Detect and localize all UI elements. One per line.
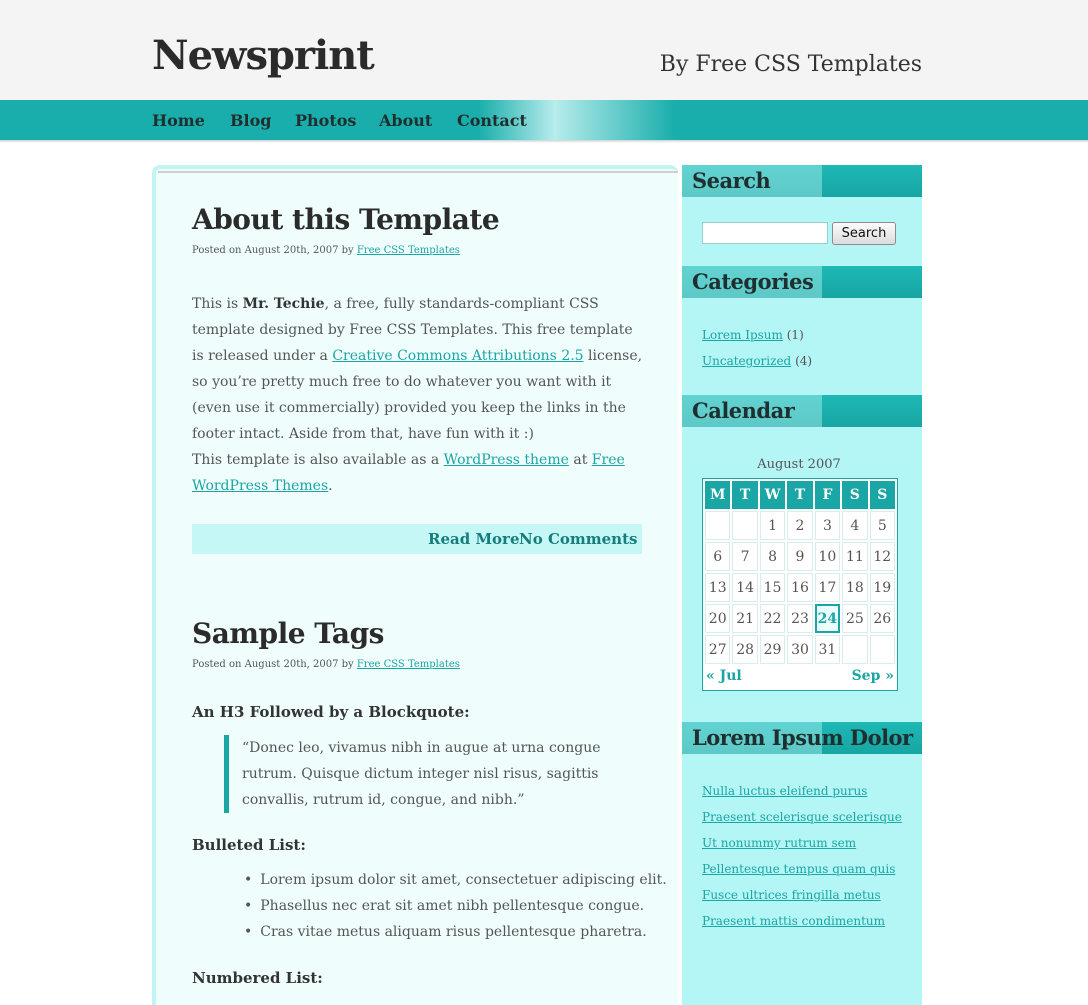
post-author-link[interactable]: Free CSS Templates (356, 659, 460, 670)
post-title[interactable]: About this Template (192, 203, 500, 236)
calendar-day: 2 (787, 511, 812, 540)
calendar-day: 30 (787, 635, 812, 664)
sidebar-link[interactable]: Praesent scelerisque scelerisque (702, 810, 902, 824)
calendar-day: 1 (760, 511, 785, 540)
post-author-link[interactable]: Free CSS Templates (356, 245, 460, 256)
sidebar (682, 165, 922, 1005)
read-more-link[interactable]: Read More (428, 530, 520, 548)
calendar-day: 12 (870, 542, 895, 571)
calendar-grid (703, 479, 897, 666)
sidebar-link[interactable]: Fusce ultrices fringilla metus (702, 888, 881, 902)
calendar-prev-link[interactable]: « Jul (706, 668, 742, 684)
calendar-day: 7 (732, 542, 757, 571)
post-meta (192, 245, 460, 256)
calendar-empty-cell (842, 635, 867, 664)
calendar-day: 27 (705, 635, 730, 664)
calendar-day: 4 (842, 511, 867, 540)
calendar-day: 10 (815, 542, 840, 571)
main-content (152, 165, 678, 1005)
calendar-day-today[interactable]: 24 (815, 604, 840, 633)
calendar-empty-cell (705, 511, 730, 540)
category-link[interactable]: Lorem Ipsum (702, 328, 783, 342)
calendar-weekday-header: F (815, 481, 840, 509)
calendar-day: 3 (815, 511, 840, 540)
calendar-day: 28 (732, 635, 757, 664)
text: This template is also available as a (192, 452, 440, 468)
site-tagline: By Free CSS Templates (659, 52, 922, 77)
calendar (702, 478, 898, 691)
calendar-weekday-header: T (732, 481, 757, 509)
post-links-bar (192, 524, 642, 554)
category-item (702, 354, 812, 368)
post-paragraph (192, 447, 647, 499)
main-nav (0, 100, 1088, 140)
calendar-day: 6 (705, 542, 730, 571)
category-count: (4) (795, 354, 813, 368)
calendar-day: 20 (705, 604, 730, 633)
site-logo[interactable]: Newsprint (152, 32, 374, 79)
calendar-day: 15 (760, 573, 785, 602)
calendar-day: 31 (815, 635, 840, 664)
subheading: Bulleted List: (192, 836, 306, 854)
sidebar-link[interactable]: Ut nonummy rutrum sem (702, 836, 857, 850)
content-top-line (158, 171, 678, 173)
sidebar-heading-text: Lorem Ipsum Dolor (692, 725, 913, 750)
calendar-day: 21 (732, 604, 757, 633)
search-input[interactable] (702, 222, 828, 244)
calendar-footer (703, 666, 897, 690)
post-paragraph (192, 291, 647, 447)
calendar-day: 14 (732, 573, 757, 602)
list-item: • Phasellus nec erat sit amet nibh pellentesque congue. (244, 893, 667, 919)
sidebar-heading (682, 395, 922, 427)
calendar-weekday-header: W (760, 481, 785, 509)
strong-text: Mr. Techie (242, 296, 325, 312)
nav-shadow (0, 140, 1088, 143)
nav-photos[interactable]: Photos (295, 111, 357, 130)
calendar-empty-cell (870, 635, 895, 664)
post-meta-date: Posted on August 20th, 2007 by (192, 245, 354, 256)
free-wordpress-themes-link[interactable]: Free WordPress Themes (192, 452, 625, 494)
calendar-weekday-header: M (705, 481, 730, 509)
sidebar-link[interactable]: Praesent mattis condimentum (702, 914, 886, 928)
calendar-day: 5 (870, 511, 895, 540)
bulleted-list (244, 867, 667, 945)
post-meta-date: Posted on August 20th, 2007 by (192, 659, 354, 670)
category-item (702, 328, 804, 342)
subheading: An H3 Followed by a Blockquote: (192, 703, 470, 721)
sidebar-heading (682, 266, 922, 298)
list-item: • Cras vitae metus aliquam risus pellentesque pharetra. (244, 919, 667, 945)
nav-home[interactable]: Home (152, 111, 205, 130)
calendar-weekday-header: S (842, 481, 867, 509)
calendar-day: 13 (705, 573, 730, 602)
calendar-day: 11 (842, 542, 867, 571)
list-item: • Lorem ipsum dolor sit amet, consectetuer adipiscing elit. (244, 867, 667, 893)
sidebar-link[interactable]: Nulla luctus eleifend purus (702, 784, 868, 798)
post-meta (192, 659, 460, 670)
nav-blog[interactable]: Blog (230, 111, 272, 130)
calendar-day: 18 (842, 573, 867, 602)
calendar-next-link[interactable]: Sep » (851, 668, 894, 684)
calendar-day: 17 (815, 573, 840, 602)
search-button[interactable]: Search (832, 222, 896, 245)
site-header (0, 0, 1088, 100)
comments-link[interactable]: No Comments (519, 530, 638, 548)
sidebar-heading-text: Search (692, 168, 771, 193)
license-link[interactable]: Creative Commons Attributions 2.5 (332, 348, 584, 364)
calendar-empty-cell (732, 511, 757, 540)
text: , a free, fully standards-compliant CSS template designed by Free CSS Templates. This free template is released under a (192, 296, 633, 364)
wordpress-theme-link[interactable]: WordPress theme (443, 452, 569, 468)
sidebar-heading (682, 722, 922, 754)
sidebar-heading-text: Calendar (692, 398, 795, 423)
sidebar-heading (682, 165, 922, 197)
text: license, so you’re pretty much free to do whatever you want with it (even use it commercially) provided you keep the links in the footer intact. Aside from that, have fun with it :) (192, 348, 643, 442)
post-title[interactable]: Sample Tags (192, 617, 384, 650)
calendar-weekday-header: S (870, 481, 895, 509)
nav-contact[interactable]: Contact (457, 111, 527, 130)
calendar-day: 22 (760, 604, 785, 633)
calendar-day: 9 (787, 542, 812, 571)
text: at (573, 452, 588, 468)
blockquote: “Donec leo, vivamus nibh in augue at urna congue rutrum. Quisque dictum integer nisl risus, sagittis convallis, rutrum id, congue, and nibh.” (224, 735, 642, 813)
text: . (328, 478, 333, 494)
calendar-day: 23 (787, 604, 812, 633)
category-link[interactable]: Uncategorized (702, 354, 792, 368)
calendar-day: 16 (787, 573, 812, 602)
sidebar-link[interactable]: Pellentesque tempus quam quis (702, 862, 896, 876)
calendar-caption: August 2007 (757, 457, 841, 472)
text: This is (192, 296, 239, 312)
calendar-day: 29 (760, 635, 785, 664)
calendar-day: 8 (760, 542, 785, 571)
calendar-day: 25 (842, 604, 867, 633)
calendar-weekday-header: T (787, 481, 812, 509)
calendar-day: 19 (870, 573, 895, 602)
calendar-day: 26 (870, 604, 895, 633)
sidebar-heading-text: Categories (692, 269, 814, 294)
nav-about[interactable]: About (379, 111, 433, 130)
category-count: (1) (786, 328, 804, 342)
subheading: Numbered List: (192, 969, 323, 987)
